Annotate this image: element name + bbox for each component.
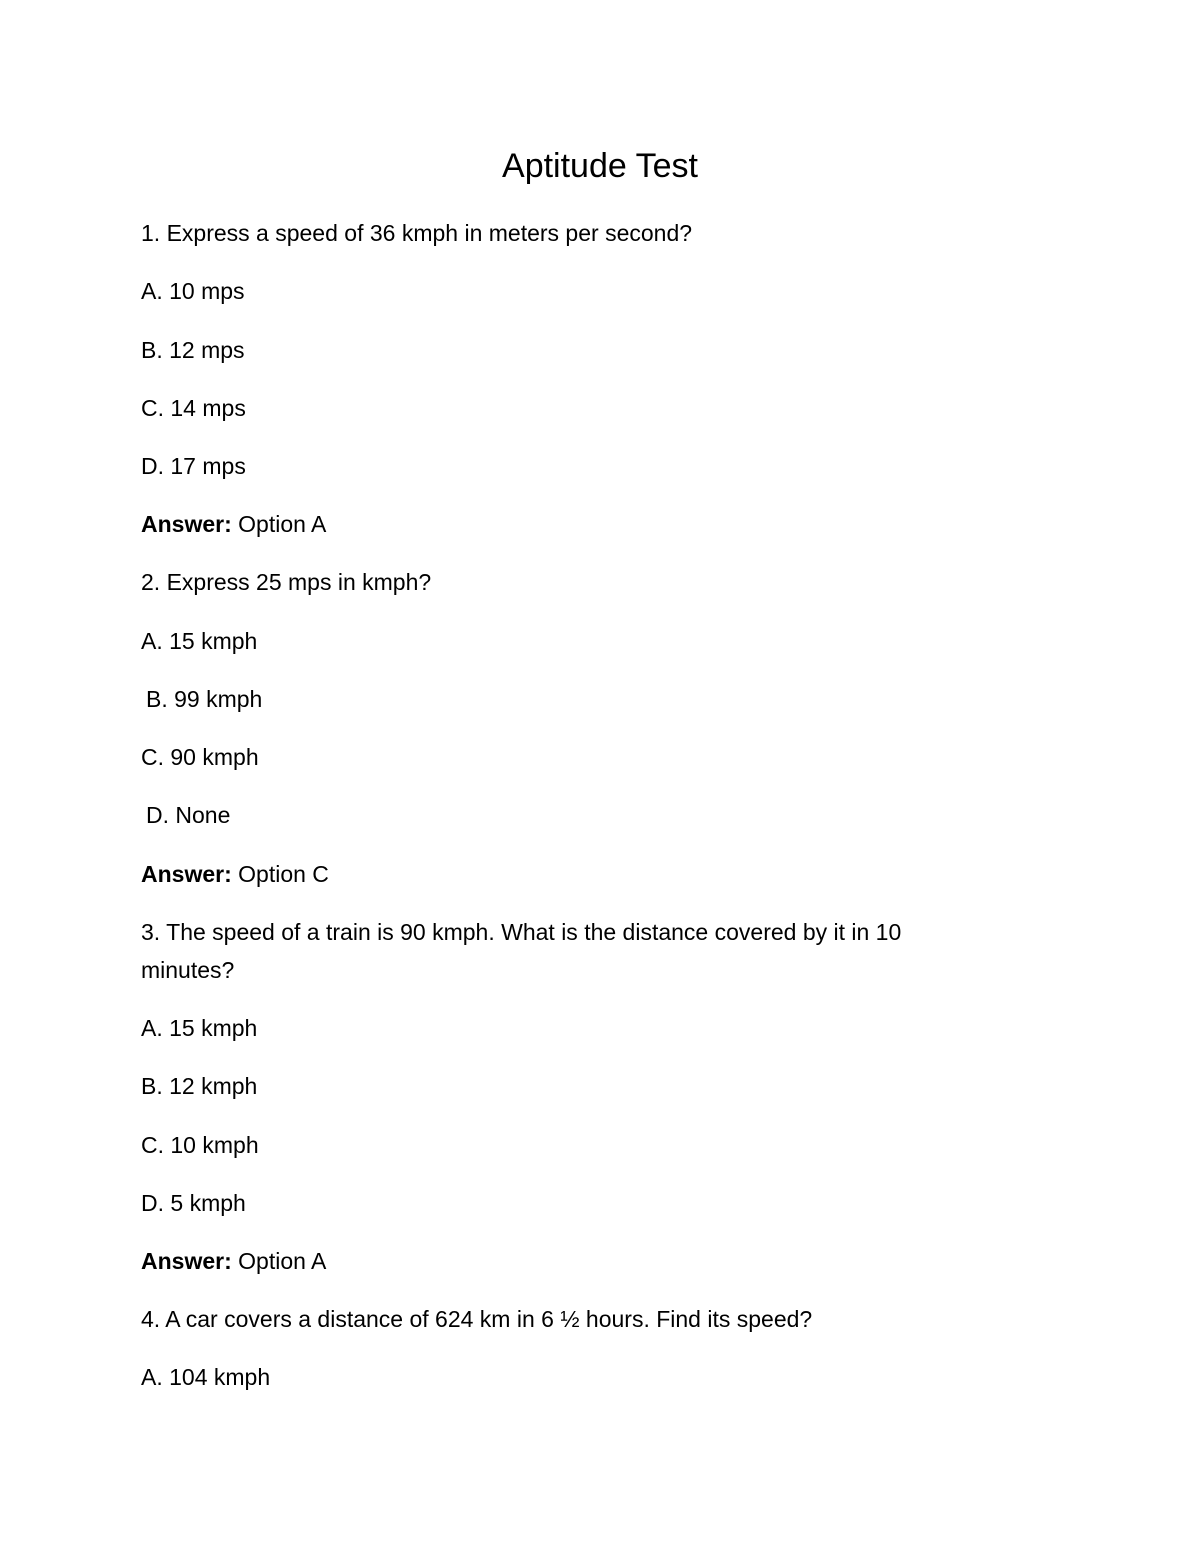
q1-answer-value: Option A [238,511,327,537]
q2-answer-value: Option C [238,861,329,887]
q2-answer [141,855,329,893]
question-2: 2. Express 25 mps in kmph? [141,569,432,595]
q3-option-a: A. 15 kmph [141,1015,258,1041]
page-title: Aptitude Test [502,147,698,185]
answer-label: Answer: [141,861,232,887]
q1-option-d: D. 17 mps [141,453,246,479]
q1-option-b: B. 12 mps [141,337,245,363]
q3-option-c: C. 10 kmph [141,1132,259,1158]
question-1: 1. Express a speed of 36 kmph in meters per second? [141,220,693,246]
question-3-line-1: 3. The speed of a train is 90 kmph. What is the distance covered by it in 10 [141,919,902,945]
q2-option-a: A. 15 kmph [141,628,258,654]
q2-option-d: D. None [146,802,231,828]
q1-option-a: A. 10 mps [141,278,245,304]
q3-answer-value: Option A [238,1248,327,1274]
q3-answer [141,1242,326,1280]
answer-label: Answer: [141,1248,232,1274]
q4-option-a: A. 104 kmph [141,1364,271,1390]
q3-option-d: D. 5 kmph [141,1190,246,1216]
q2-option-b: B. 99 kmph [146,686,263,712]
q1-answer [141,505,326,543]
q2-option-c: C. 90 kmph [141,744,259,770]
answer-label: Answer: [141,511,232,537]
q1-option-c: C. 14 mps [141,395,246,421]
question-4: 4. A car covers a distance of 624 km in 6 ½ hours. Find its speed? [141,1306,813,1332]
q3-option-b: B. 12 kmph [141,1073,258,1099]
question-3-line-2: minutes? [141,957,235,983]
